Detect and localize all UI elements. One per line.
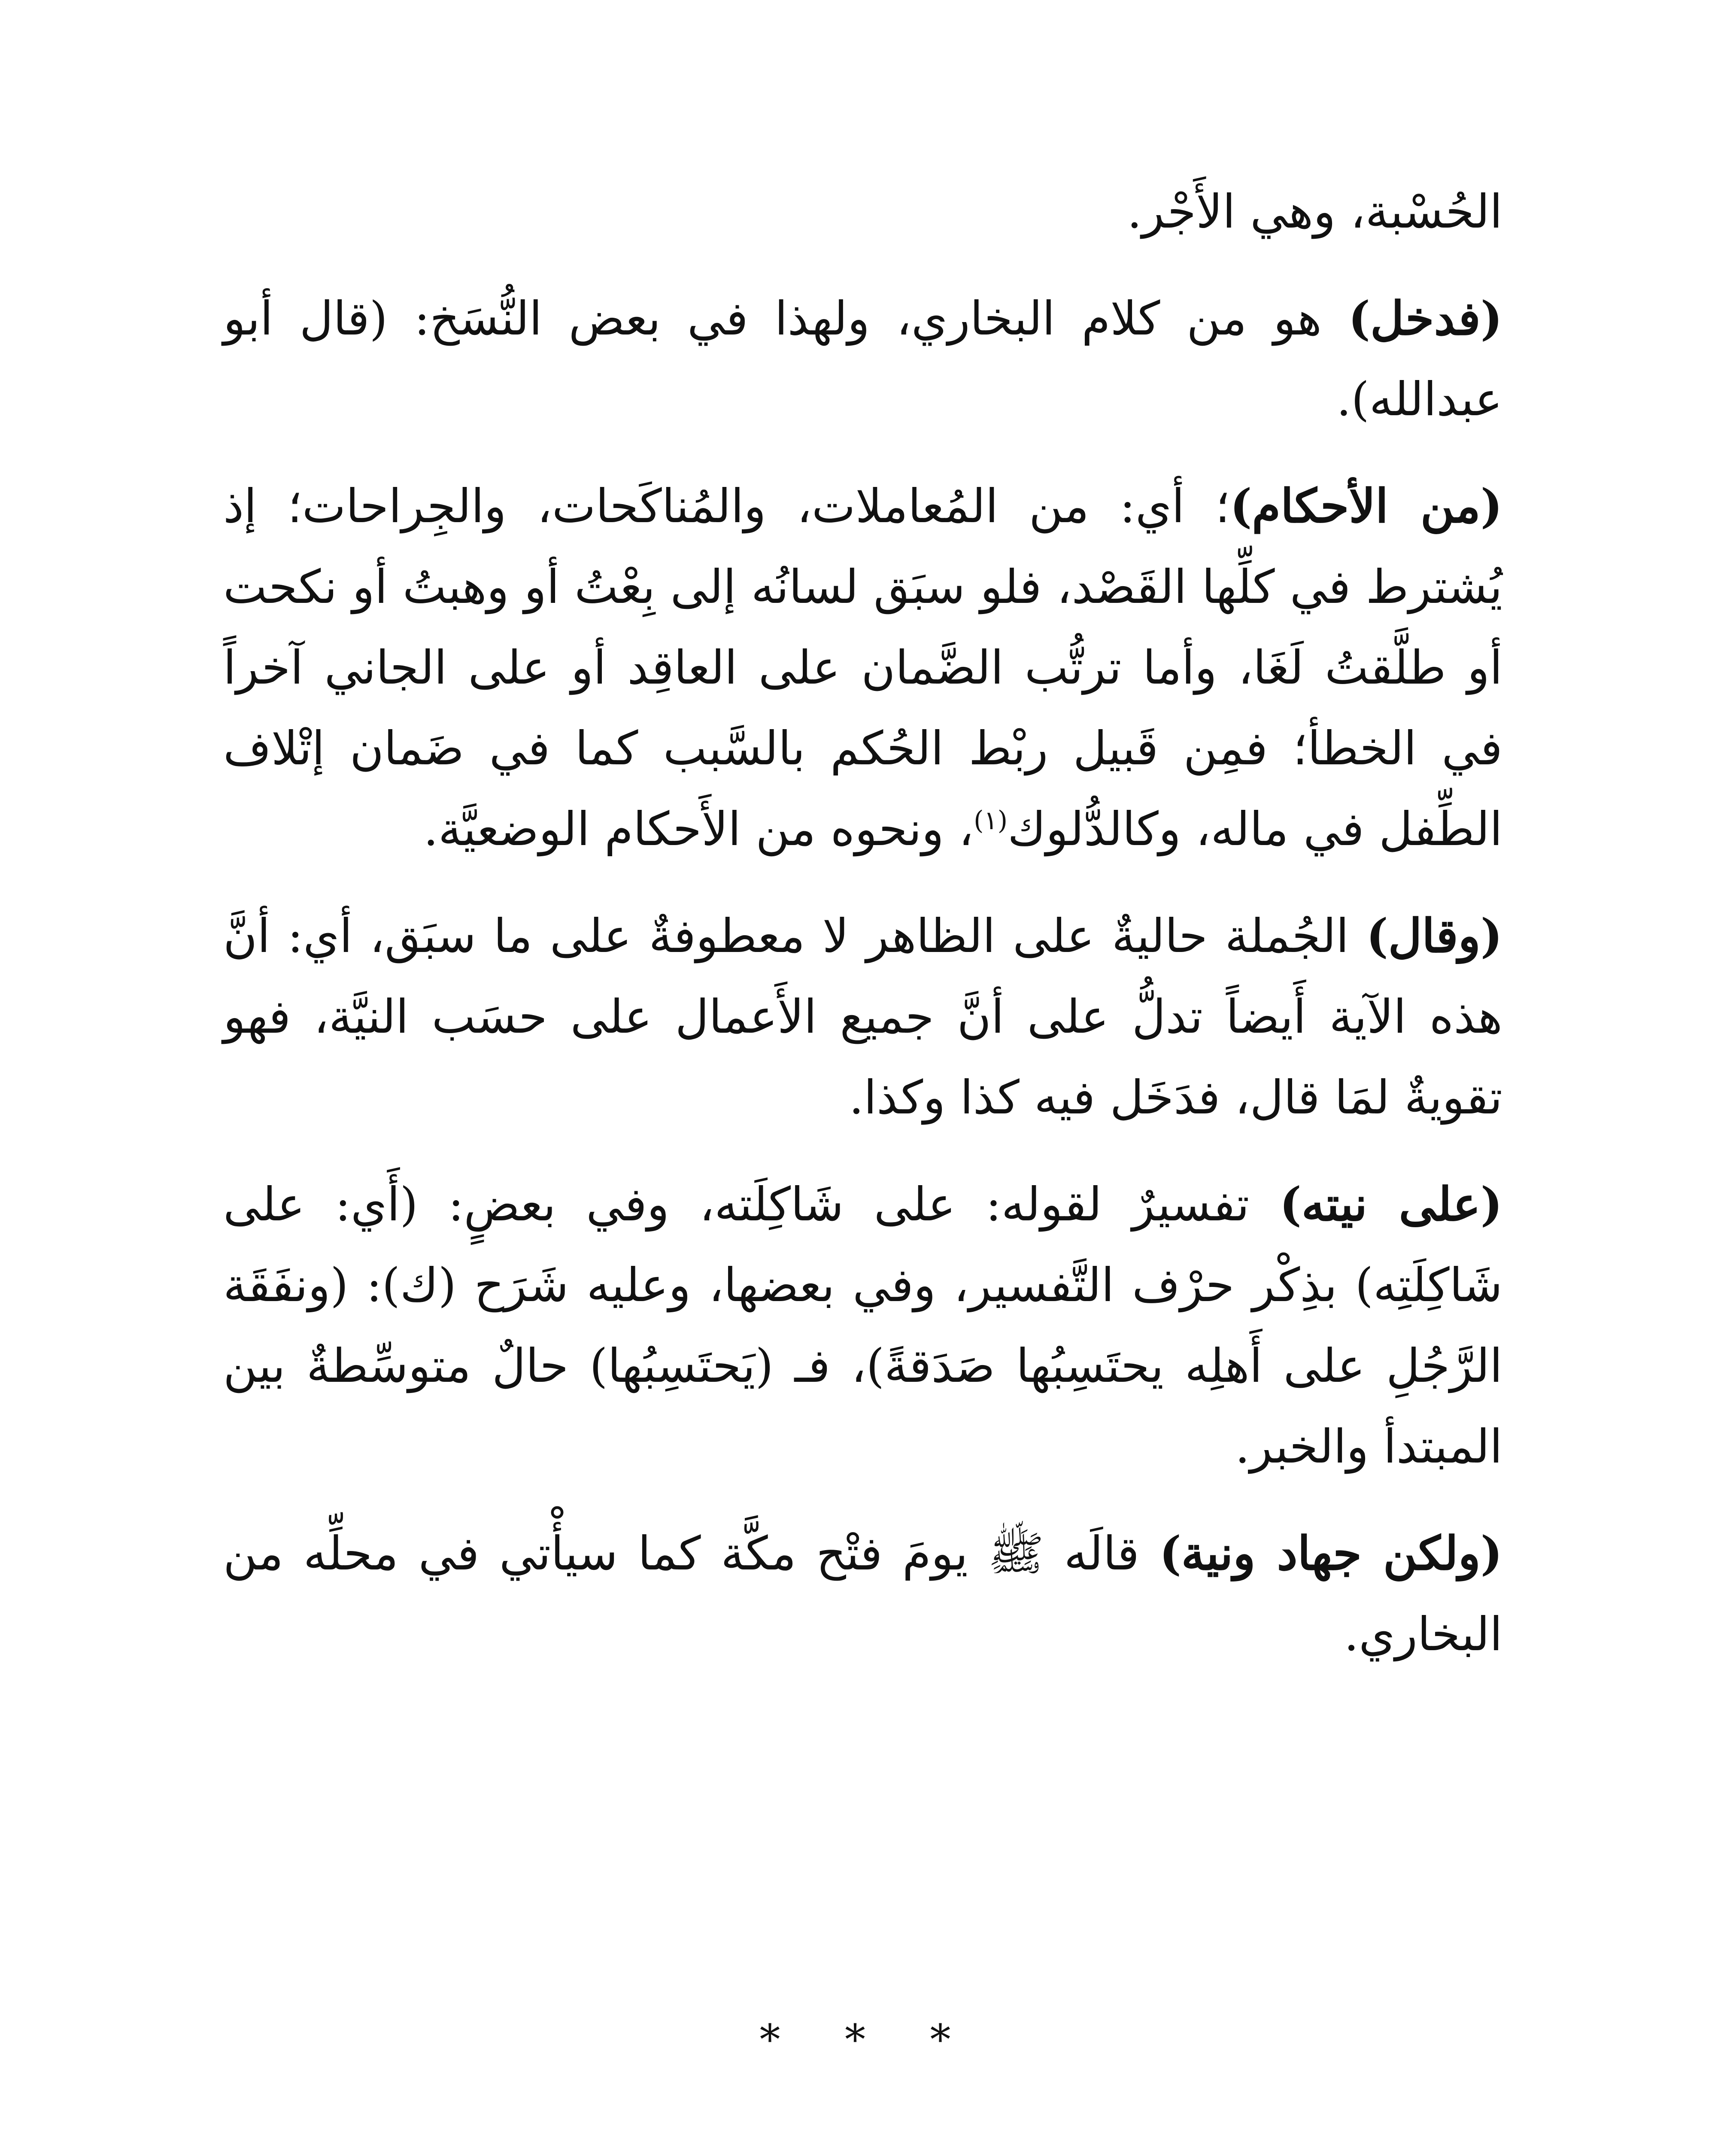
paragraph-text: تفسيرٌ لقوله: على شَاكِلَته، وفي بعضٍ: (أَي: على شَاكِلَتِه) بذِكْر حرْف التَّفسير، وفي بعضها، وعليه شَرَح (ك): (ونفَقَة الرَّجُلِ على أَهلِه يحتَسِبُها صَدَقةً)، فـ (يَحتَسِبُها) حالٌ متوسِّطةٌ بين المبتدأ والخبر. <box>223 1178 1502 1474</box>
section-separator: * * * <box>759 2016 977 2064</box>
paragraph-lead: (من الأحكام) <box>1230 479 1502 533</box>
paragraph-lead: (ولكن جهاد ونية) <box>1159 1527 1503 1581</box>
paragraph <box>223 278 1502 440</box>
paragraph-lead: (على نيته) <box>1279 1177 1502 1232</box>
paragraph <box>223 1513 1502 1675</box>
main-text <box>223 172 1502 1701</box>
paragraph-text: الجُملة حاليةٌ على الظاهر لا معطوفةٌ على ما سبَق، أي: أنَّ هذه الآية أَيضاً تدلُّ على أنَّ جميع الأَعمال على حسَب النيَّة، فهو تقويةٌ لمَا قال، فدَخَل فيه كذا وكذا. <box>223 909 1502 1125</box>
paragraph-lead: (وقال) <box>1366 909 1502 963</box>
paragraph <box>223 466 1502 870</box>
paragraph-lead: (فدخل) <box>1348 292 1502 346</box>
footnote-marker[interactable]: (١) <box>974 806 1008 836</box>
paragraph-text: الحُسْبة، وهي الأَجْر. <box>1127 185 1502 239</box>
paragraph <box>223 1164 1502 1487</box>
paragraph-text: ؛ أي: من المُعاملات، والمُناكَحات، والجِراحات؛ إذ يُشترط في كلِّها القَصْد، فلو سبَق لسانُه إلى بِعْتُ أو وهبتُ أو نكحت أو طلَّقتُ لَغَا، وأما ترتُّب الضَّمان على العاقِد أو على الجاني آخراً في الخطأ؛ فمِن قَبيل ربْط الحُكم بالسَّبب كما في ضَمان إتْلاف الطِّفل في ماله، وكالدُّلوك <box>223 480 1502 856</box>
paragraph-text: هو من كلام البخاري، ولهذا في بعض النُّسَخ: (قال أبو عبدالله). <box>223 292 1502 426</box>
paragraph-text-continued: ، ونحوه من الأَحكام الوضعيَّة. <box>423 803 974 856</box>
paragraph-text: قالَه ﷺ يومَ فتْح مكَّة كما سيأْتي في محلِّه من البخاري. <box>223 1527 1502 1661</box>
paragraph <box>223 896 1502 1138</box>
paragraph <box>223 172 1502 252</box>
